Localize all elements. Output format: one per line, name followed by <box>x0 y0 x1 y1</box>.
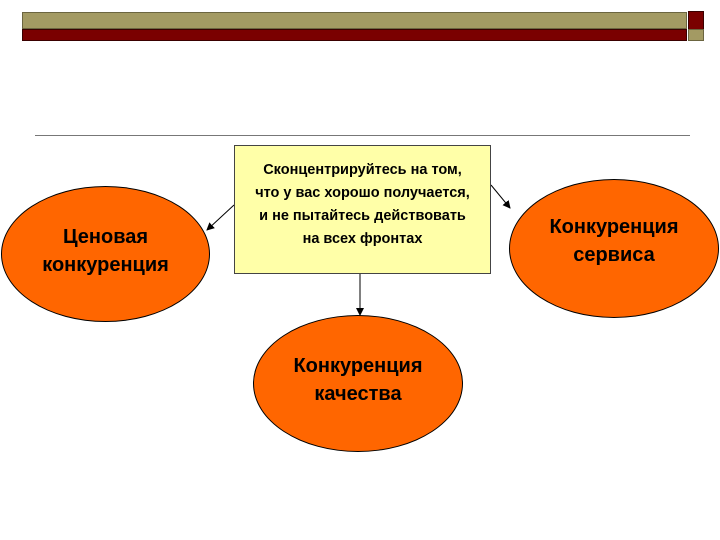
price-competition-node: Ценовая конкуренция <box>1 186 210 322</box>
arrow-to-price <box>207 205 234 230</box>
arrow-to-service <box>491 185 510 208</box>
service-competition-node: Конкуренция сервиса <box>509 179 719 318</box>
quality-competition-node: Конкуренция качества <box>253 315 463 452</box>
center-message-box: Сконцентрируйтесь на том, что у вас хорошо получается, и не пытайтесь действовать на всех фронтах <box>234 145 491 274</box>
